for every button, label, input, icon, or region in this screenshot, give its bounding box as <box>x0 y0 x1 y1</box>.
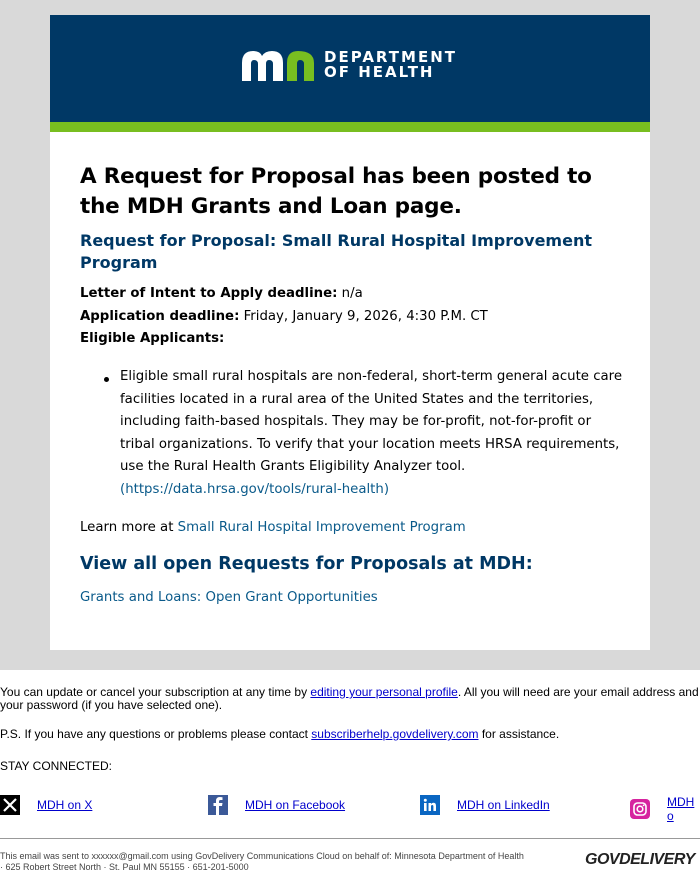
view-all-wrap <box>80 552 625 576</box>
rfp-title-wrap <box>80 230 600 274</box>
application-deadline-label: Application deadline: <box>80 309 240 324</box>
program-link[interactable]: Small Rural Hospital Improvement Program <box>177 520 466 535</box>
view-all-heading: View all open Requests for Proposals at MDH: <box>80 554 533 574</box>
hrsa-analyzer-link[interactable]: (https://data.hrsa.gov/tools/rural-health) <box>120 481 390 497</box>
page-title: A Request for Proposal has been posted to the MDH Grants and Loan page. <box>80 164 592 219</box>
mn-logo-icon <box>240 49 316 81</box>
grants-loans-link[interactable]: Grants and Loans: Open Grant Opportunities <box>80 590 378 605</box>
logo-line2: OF HEALTH <box>324 63 435 81</box>
subscriber-help-link[interactable]: subscriberhelp.govdelivery.com <box>311 727 479 741</box>
social-linkedin[interactable] <box>420 795 550 815</box>
fine-print-line2: · 625 Robert Street North · St. Paul MN 55155 · 651-201-5000 <box>0 862 249 872</box>
social-facebook-link[interactable]: MDH on Facebook <box>245 798 346 812</box>
update-subscription-text <box>0 686 700 712</box>
linkedin-icon <box>420 795 440 815</box>
eligible-applicants-label: Eligible Applicants: <box>80 331 225 346</box>
main-heading-wrap <box>80 162 625 222</box>
ps-suffix: for assistance. <box>478 727 560 741</box>
green-accent-bar <box>50 122 650 132</box>
x-icon <box>0 795 20 815</box>
footer-divider <box>0 838 700 839</box>
instagram-icon <box>630 799 650 819</box>
edit-profile-link[interactable]: editing your personal profile <box>310 685 458 699</box>
fine-print <box>0 851 524 873</box>
social-x[interactable] <box>0 795 92 815</box>
loi-line <box>80 283 625 306</box>
logo-line1: DEPARTMENT <box>324 48 457 66</box>
application-deadline-value: Friday, January 9, 2026, 4:30 P.M. CT <box>239 309 488 324</box>
loi-value: n/a <box>337 286 363 301</box>
fine-print-line1: This email was sent to xxxxxx@gmail.com using GovDelivery Communications Cloud on behalf of: Minnesota Department of Health <box>0 851 524 861</box>
bullet-dot <box>104 377 109 382</box>
grants-link-line <box>80 587 625 610</box>
learn-more-prefix: Learn more at <box>80 520 178 535</box>
facebook-icon <box>208 795 228 815</box>
social-x-link[interactable]: MDH on X <box>37 798 93 812</box>
stay-connected-label: STAY CONNECTED: <box>0 759 113 773</box>
update-prefix: You can update or cancel your subscription at any time by <box>0 685 311 699</box>
govdelivery-logo[interactable]: GOVDELIVERY <box>585 851 695 868</box>
eligibility-bullet <box>120 366 625 501</box>
mdh-logo[interactable] <box>240 49 457 81</box>
mdh-header <box>50 15 650 122</box>
social-linkedin-link[interactable]: MDH on LinkedIn <box>457 798 550 812</box>
eligibility-text: Eligible small rural hospitals are non-federal, short-term general acute care facilities located in a rural area of the United States and the territories, including faith-based hospitals. They may be for-profit, not-for-profit or tribal organizations. To verify that your location meets HRSA requirements, use the Rural Health Grants Eligibility Analyzer tool. <box>120 369 623 474</box>
social-instagram[interactable] <box>630 795 700 823</box>
update-suffix: . All you will need are your email address and your password (if you have selected one). <box>0 685 699 712</box>
rfp-title: Request for Proposal: Small Rural Hospital Improvement Program <box>80 231 592 272</box>
application-deadline-line <box>80 306 625 329</box>
loi-label: Letter of Intent to Apply deadline: <box>80 286 338 301</box>
ps-text <box>0 728 700 741</box>
ps-prefix: P.S. If you have any questions or problems please contact <box>0 727 312 741</box>
subscription-footer <box>0 670 700 880</box>
department-of-health-wordmark <box>324 50 457 80</box>
learn-more-line <box>80 517 625 540</box>
social-facebook[interactable] <box>208 795 345 815</box>
social-instagram-link[interactable]: MDH o <box>667 795 695 823</box>
